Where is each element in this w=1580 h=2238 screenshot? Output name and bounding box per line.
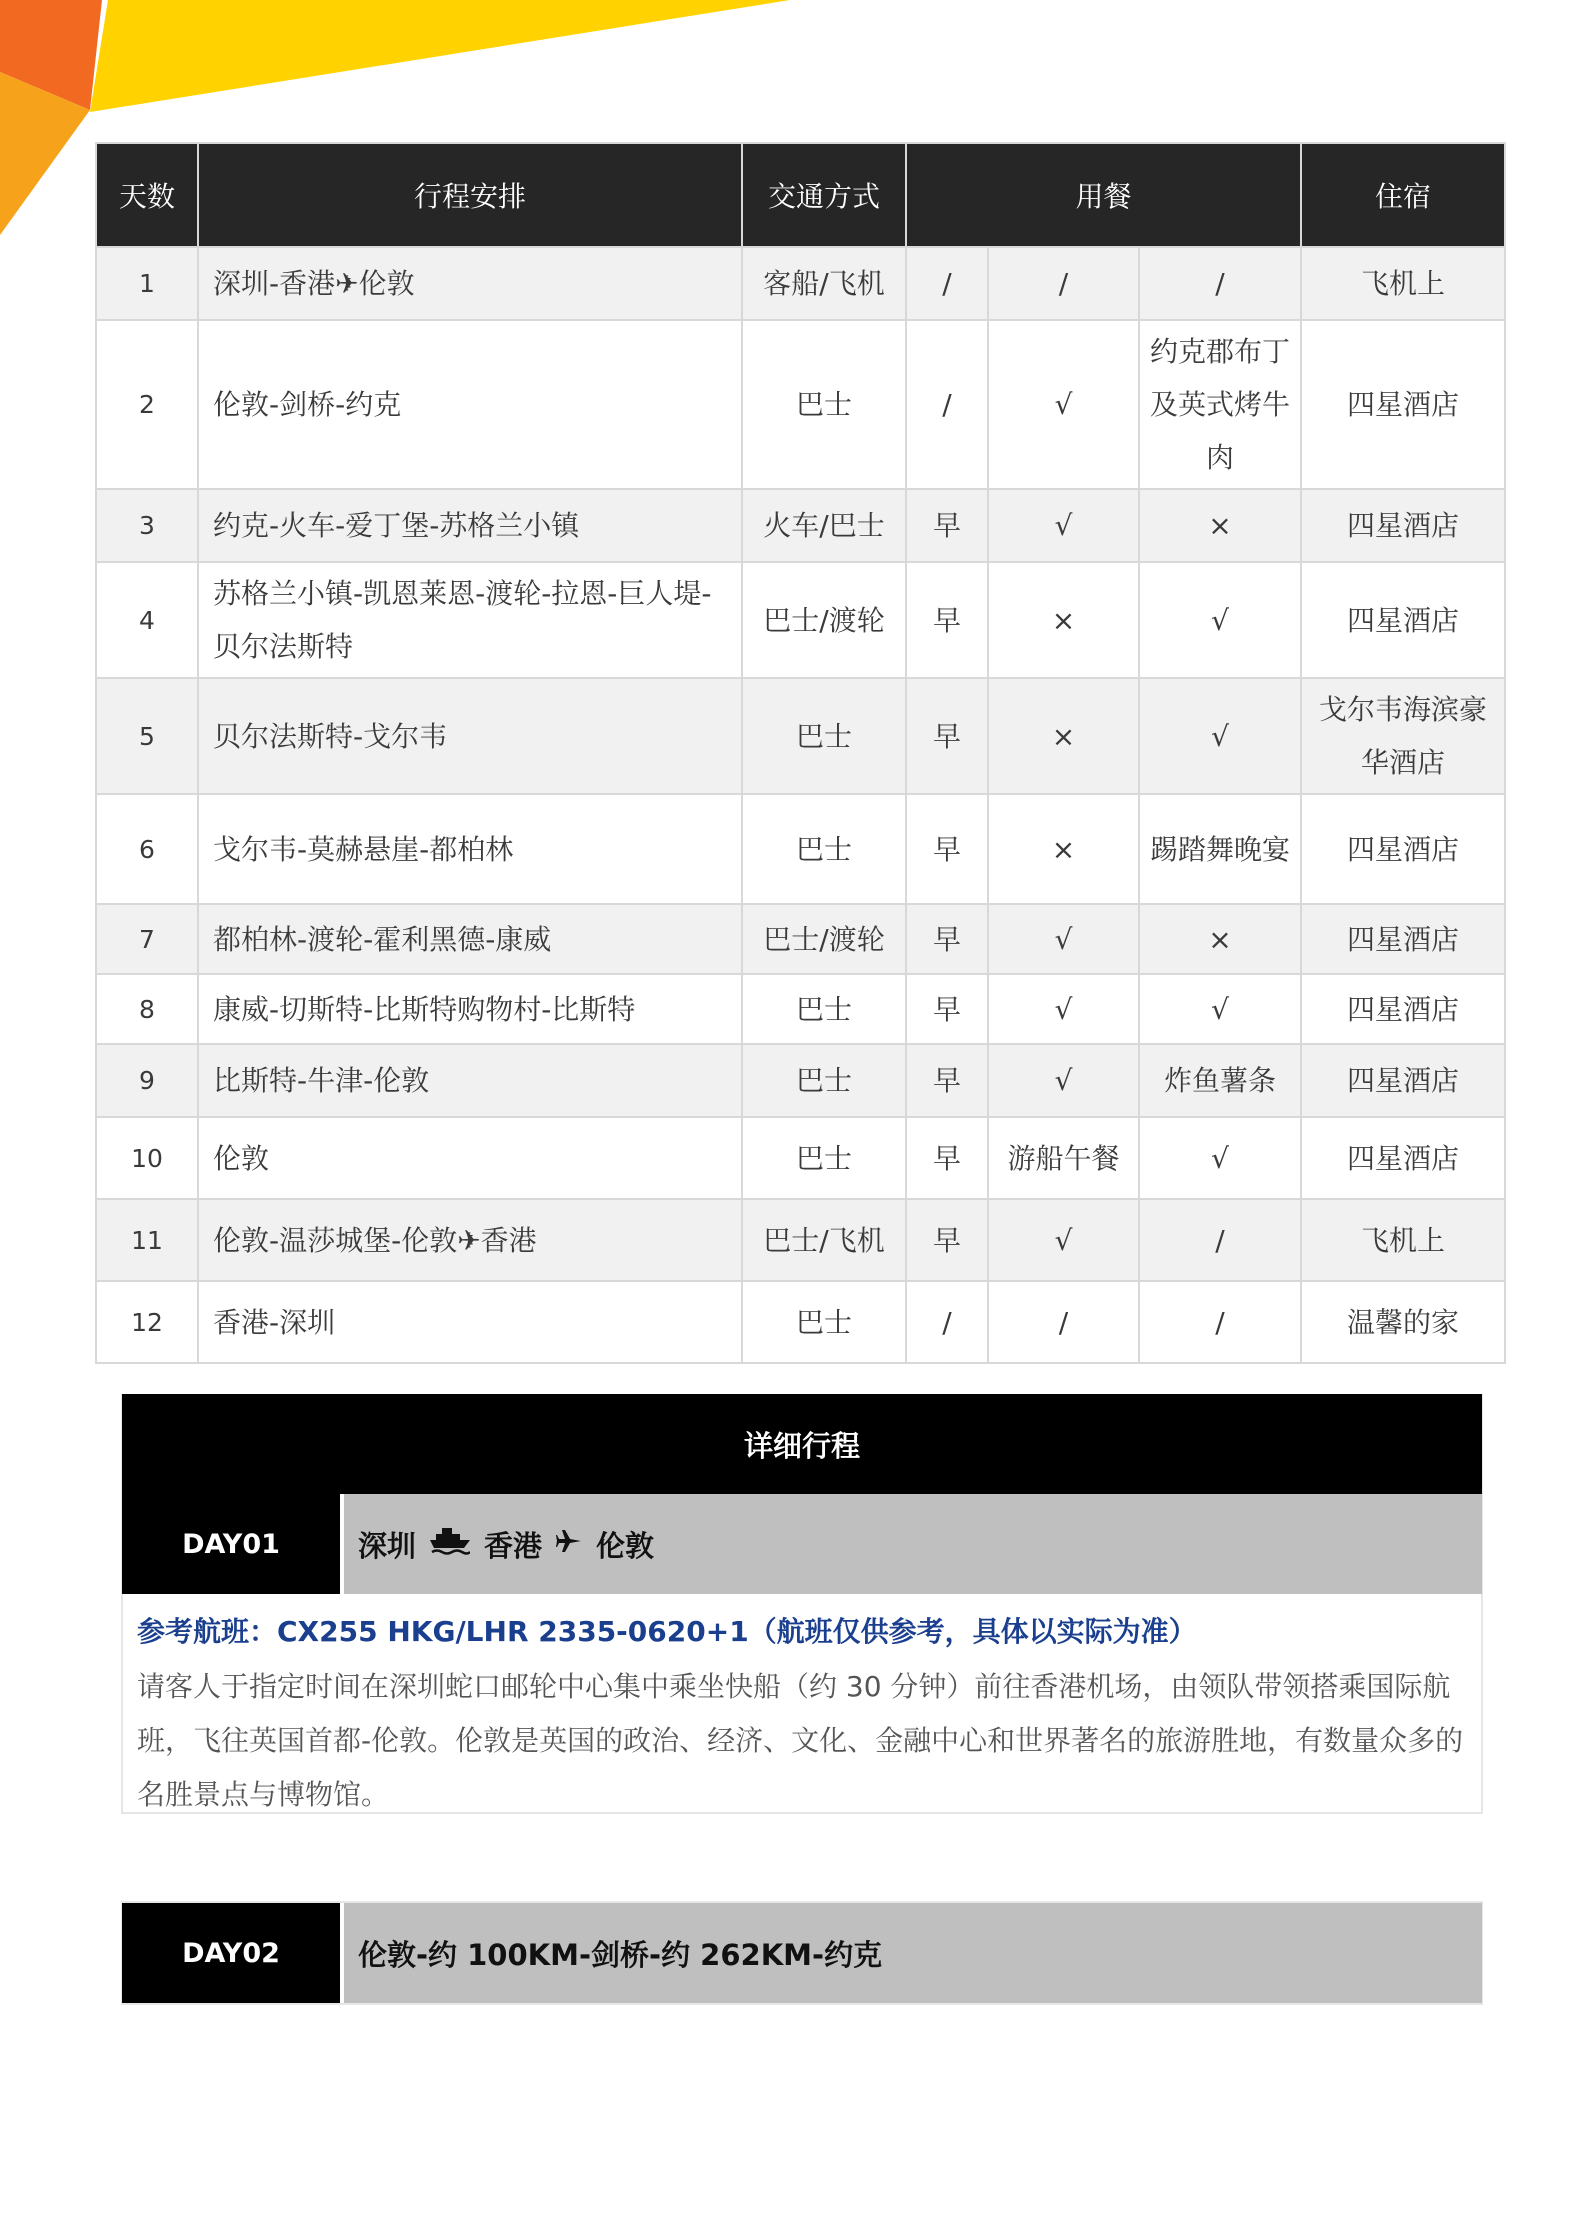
hotel-cell: 四星酒店 xyxy=(1301,904,1505,974)
breakfast-cell: 早 xyxy=(906,1117,988,1199)
route-cell: 伦敦 xyxy=(198,1117,742,1199)
dinner-cell: 约克郡布丁及英式烤牛肉 xyxy=(1139,320,1301,489)
route-cell: 比斯特-牛津-伦敦 xyxy=(198,1044,742,1117)
dinner-cell: / xyxy=(1139,1199,1301,1281)
day2-route: 伦敦-约 100KM-剑桥-约 262KM-约克 xyxy=(344,1903,1482,2003)
table-row xyxy=(96,1199,1505,1281)
table-row xyxy=(96,247,1505,320)
dinner-cell: / xyxy=(1139,247,1301,320)
breakfast-cell: 早 xyxy=(906,562,988,678)
table-row xyxy=(96,974,1505,1044)
plane-icon xyxy=(556,1527,582,1561)
dinner-cell: √ xyxy=(1139,1117,1301,1199)
hotel-cell: 四星酒店 xyxy=(1301,974,1505,1044)
breakfast-cell: 早 xyxy=(906,904,988,974)
flight-reference: 参考航班：CX255 HKG/LHR 2335-0620+1（航班仅供参考，具体以实际为准） xyxy=(137,1615,1197,1648)
day-cell: 12 xyxy=(96,1281,198,1363)
transport-cell: 巴士 xyxy=(742,1044,906,1117)
dinner-cell: √ xyxy=(1139,562,1301,678)
lunch-cell: √ xyxy=(988,1044,1139,1117)
transport-cell: 客船/飞机 xyxy=(742,247,906,320)
hotel-cell: 四星酒店 xyxy=(1301,794,1505,904)
lunch-cell: √ xyxy=(988,489,1139,562)
transport-cell: 巴士/飞机 xyxy=(742,1199,906,1281)
breakfast-cell: 早 xyxy=(906,794,988,904)
lunch-cell: √ xyxy=(988,1199,1139,1281)
hotel-cell: 飞机上 xyxy=(1301,1199,1505,1281)
transport-cell: 火车/巴士 xyxy=(742,489,906,562)
table-row xyxy=(96,320,1505,489)
lunch-cell: × xyxy=(988,562,1139,678)
hotel-cell: 温馨的家 xyxy=(1301,1281,1505,1363)
header-transport: 交通方式 xyxy=(742,143,906,247)
day-cell: 4 xyxy=(96,562,198,678)
header-day: 天数 xyxy=(96,143,198,247)
day1-via: 香港 xyxy=(484,1528,543,1563)
breakfast-cell: 早 xyxy=(906,1044,988,1117)
day-cell: 10 xyxy=(96,1117,198,1199)
day1-route xyxy=(344,1494,1482,1594)
hotel-cell: 飞机上 xyxy=(1301,247,1505,320)
breakfast-cell: 早 xyxy=(906,678,988,794)
table-row xyxy=(96,1117,1505,1199)
route-cell: 都柏林-渡轮-霍利黑德-康威 xyxy=(198,904,742,974)
transport-cell: 巴士 xyxy=(742,678,906,794)
day1-badge: DAY01 xyxy=(122,1494,344,1594)
transport-cell: 巴士/渡轮 xyxy=(742,904,906,974)
day-cell: 8 xyxy=(96,974,198,1044)
breakfast-cell: / xyxy=(906,320,988,489)
lunch-cell: √ xyxy=(988,320,1139,489)
itinerary-body xyxy=(96,247,1505,1363)
table-row xyxy=(96,562,1505,678)
dinner-cell: 踢踏舞晚宴 xyxy=(1139,794,1301,904)
itinerary-table xyxy=(95,142,1506,1364)
breakfast-cell: / xyxy=(906,247,988,320)
table-row xyxy=(96,794,1505,904)
table-row xyxy=(96,1044,1505,1117)
lunch-cell: √ xyxy=(988,974,1139,1044)
dinner-cell: √ xyxy=(1139,678,1301,794)
table-row xyxy=(96,489,1505,562)
dinner-cell: × xyxy=(1139,904,1301,974)
day-cell: 5 xyxy=(96,678,198,794)
dinner-cell: / xyxy=(1139,1281,1301,1363)
lunch-cell: × xyxy=(988,794,1139,904)
breakfast-cell: 早 xyxy=(906,489,988,562)
hotel-cell: 四星酒店 xyxy=(1301,320,1505,489)
day-cell: 3 xyxy=(96,489,198,562)
dinner-cell: × xyxy=(1139,489,1301,562)
header-route: 行程安排 xyxy=(198,143,742,247)
header-hotel: 住宿 xyxy=(1301,143,1505,247)
day-cell: 9 xyxy=(96,1044,198,1117)
transport-cell: 巴士 xyxy=(742,1117,906,1199)
day1-to: 伦敦 xyxy=(596,1528,655,1563)
breakfast-cell: 早 xyxy=(906,1199,988,1281)
hotel-cell: 四星酒店 xyxy=(1301,489,1505,562)
route-cell: 香港-深圳 xyxy=(198,1281,742,1363)
day1-header xyxy=(122,1494,1482,1594)
table-row xyxy=(96,678,1505,794)
route-cell: 伦敦-剑桥-约克 xyxy=(198,320,742,489)
ship-icon xyxy=(430,1526,470,1563)
day-cell: 6 xyxy=(96,794,198,904)
table-header-row xyxy=(96,143,1505,247)
detail-section-title: 详细行程 xyxy=(122,1394,1482,1494)
dinner-cell: 炸鱼薯条 xyxy=(1139,1044,1301,1117)
lunch-cell: / xyxy=(988,1281,1139,1363)
day-cell: 7 xyxy=(96,904,198,974)
route-cell: 伦敦-温莎城堡-伦敦✈香港 xyxy=(198,1199,742,1281)
breakfast-cell: / xyxy=(906,1281,988,1363)
table-row xyxy=(96,1281,1505,1363)
day-cell: 11 xyxy=(96,1199,198,1281)
day2-header xyxy=(122,1903,1482,2003)
hotel-cell: 四星酒店 xyxy=(1301,1044,1505,1117)
day-cell: 1 xyxy=(96,247,198,320)
lunch-cell: 游船午餐 xyxy=(988,1117,1139,1199)
day1-from: 深圳 xyxy=(358,1528,417,1563)
day2-badge: DAY02 xyxy=(122,1903,344,2003)
day1-description: 请客人于指定时间在深圳蛇口邮轮中心集中乘坐快船（约 30 分钟）前往香港机场，由领队带领搭乘国际航班，飞往英国首都-伦敦。伦敦是英国的政治、经济、文化、金融中心和世界著名的旅游胜地，有数量众多的名胜景点与博物馆。 xyxy=(137,1670,1464,1811)
dinner-cell: √ xyxy=(1139,974,1301,1044)
table-row xyxy=(96,904,1505,974)
route-cell: 苏格兰小镇-凯恩莱恩-渡轮-拉恩-巨人堤-贝尔法斯特 xyxy=(198,562,742,678)
transport-cell: 巴士 xyxy=(742,320,906,489)
transport-cell: 巴士 xyxy=(742,794,906,904)
lunch-cell: × xyxy=(988,678,1139,794)
lunch-cell: / xyxy=(988,247,1139,320)
header-meals: 用餐 xyxy=(906,143,1301,247)
transport-cell: 巴士 xyxy=(742,1281,906,1363)
day-cell: 2 xyxy=(96,320,198,489)
hotel-cell: 四星酒店 xyxy=(1301,562,1505,678)
lunch-cell: √ xyxy=(988,904,1139,974)
route-cell: 约克-火车-爱丁堡-苏格兰小镇 xyxy=(198,489,742,562)
route-cell: 康威-切斯特-比斯特购物村-比斯特 xyxy=(198,974,742,1044)
breakfast-cell: 早 xyxy=(906,974,988,1044)
transport-cell: 巴士/渡轮 xyxy=(742,562,906,678)
route-cell: 贝尔法斯特-戈尔韦 xyxy=(198,678,742,794)
route-cell: 深圳-香港✈伦敦 xyxy=(198,247,742,320)
hotel-cell: 四星酒店 xyxy=(1301,1117,1505,1199)
hotel-cell: 戈尔韦海滨豪华酒店 xyxy=(1301,678,1505,794)
transport-cell: 巴士 xyxy=(742,974,906,1044)
route-cell: 戈尔韦-莫赫悬崖-都柏林 xyxy=(198,794,742,904)
